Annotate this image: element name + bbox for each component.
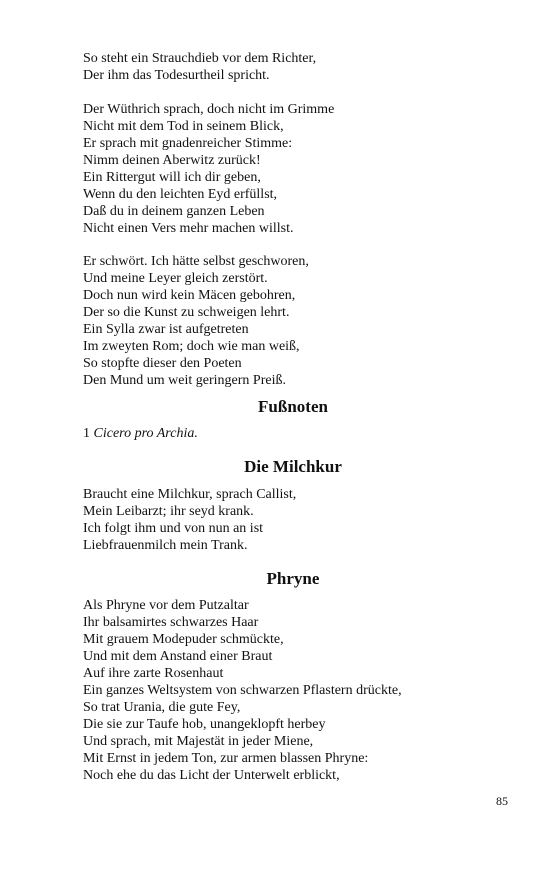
stanza (83, 101, 503, 237)
footnote-number: 1 (83, 426, 90, 441)
verse-line: So steht ein Strauchdieb vor dem Richter, (83, 51, 317, 66)
verse-line: Liebfrauenmilch mein Trank. (83, 538, 248, 553)
verse-line: Im zweyten Rom; doch wie man weiß, (83, 339, 300, 354)
verse-line: Mit Ernst in jedem Ton, zur armen blassen Phryne: (83, 751, 369, 766)
verse-line: Wenn du den leichten Eyd erfüllst, (83, 186, 278, 202)
verse-line: Mein Leibarzt; ihr seyd krank. (83, 504, 254, 519)
verse-line: Ein Rittergut will ich dir geben, (83, 169, 261, 185)
poem-milchkur (83, 486, 503, 554)
poem-phryne (83, 597, 503, 784)
verse-line: Noch ehe du das Licht der Unterwelt erblickt, (83, 768, 340, 783)
poem-continuation (83, 50, 503, 389)
footnotes-heading: Fußnoten (258, 397, 328, 416)
verse-line: Die sie zur Taufe hob, unangeklopft herbey (83, 717, 326, 732)
verse-line: Er sprach mit gnadenreicher Stimme: (83, 135, 293, 151)
verse-line: Und sprach, mit Majestät in jeder Miene, (83, 734, 314, 749)
verse-line: Braucht eine Milchkur, sprach Callist, (83, 487, 297, 502)
verse-line: Der Wüthrich sprach, doch nicht im Grimme (83, 101, 335, 117)
verse-line: Ihr balsamirtes schwarzes Haar (83, 615, 259, 630)
verse-line: So stopfte dieser den Poeten (83, 356, 242, 371)
poem-title-phryne: Phryne (266, 569, 320, 588)
verse-line: Mit grauem Modepuder schmückte, (83, 632, 284, 647)
verse-line: Nicht einen Vers mehr machen willst. (83, 220, 294, 236)
verse-line: So trat Urania, die gute Fey, (83, 700, 241, 715)
poem-title-milchkur: Die Milchkur (244, 457, 342, 476)
verse-line: Daß du in deinem ganzen Leben (83, 203, 265, 219)
verse-line: Auf ihre zarte Rosenhaut (83, 666, 224, 681)
footnote-list (83, 425, 503, 442)
page-number: 85 (496, 794, 508, 808)
verse-line: Ein Sylla zwar ist aufgetreten (83, 322, 249, 337)
verse-line: Nimm deinen Aberwitz zurück! (83, 152, 261, 168)
footnote-text: Cicero pro Archia. (93, 426, 198, 441)
verse-line: Der ihm das Todesurtheil spricht. (83, 68, 270, 83)
verse-line: Den Mund um weit geringern Preiß. (83, 373, 286, 388)
page-content (83, 50, 503, 784)
verse-line: Und mit dem Anstand einer Braut (83, 649, 273, 664)
verse-line: Doch nun wird kein Mäcen gebohren, (83, 288, 296, 303)
verse-line: Als Phryne vor dem Putzaltar (83, 598, 249, 613)
verse-line: Der so die Kunst zu schweigen lehrt. (83, 305, 290, 320)
verse-line: Nicht mit dem Tod in seinem Blick, (83, 118, 284, 134)
stanza (83, 253, 503, 389)
stanza (83, 50, 503, 84)
verse-line: Und meine Leyer gleich zerstört. (83, 271, 268, 286)
verse-line: Ich folgt ihm und von nun an ist (83, 521, 264, 536)
footnote-item (83, 425, 503, 442)
verse-line: Er schwört. Ich hätte selbst geschworen, (83, 254, 309, 269)
verse-line: Ein ganzes Weltsystem von schwarzen Pflastern drückte, (83, 683, 402, 698)
